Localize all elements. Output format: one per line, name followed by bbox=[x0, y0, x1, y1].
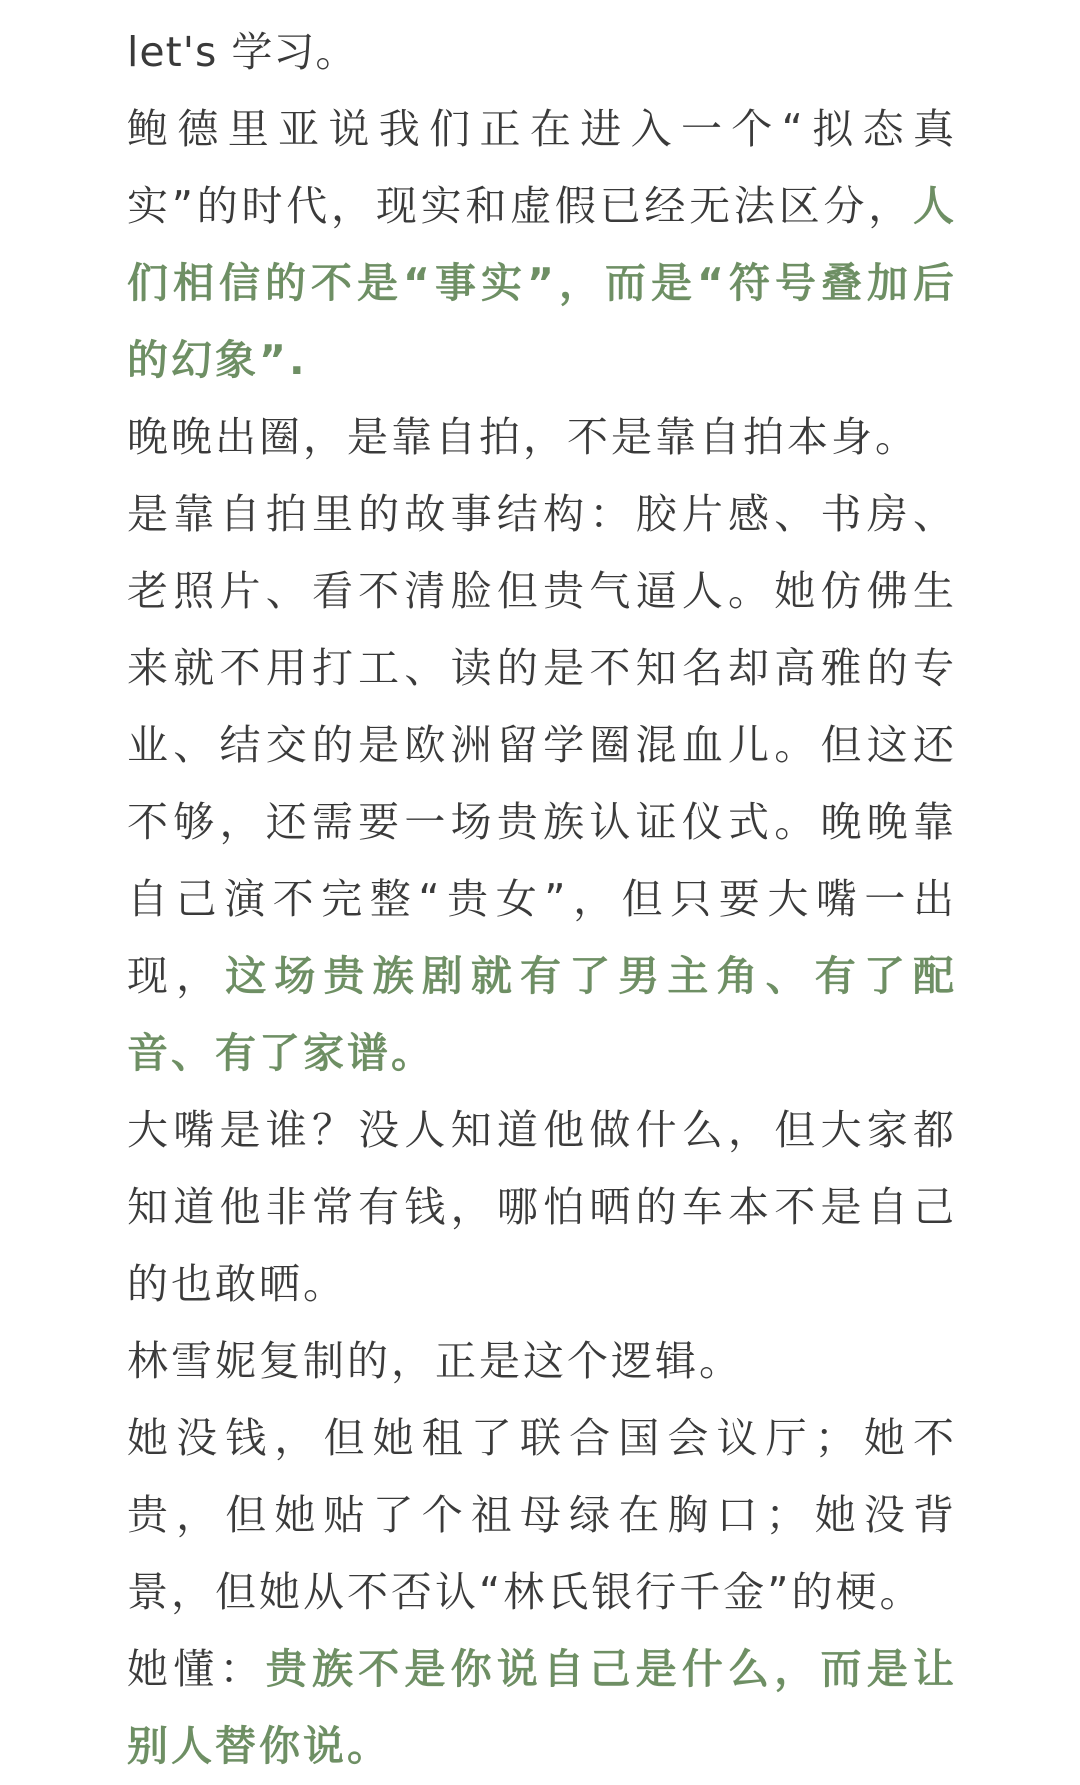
highlight-text: 贵族不是你说自己是什么，而是让别人替你说。 bbox=[127, 1645, 958, 1770]
paragraph-intro bbox=[127, 14, 957, 91]
text-segment: let's 学习。 bbox=[127, 28, 358, 76]
text-segment: 林雪妮复制的，正是这个逻辑。 bbox=[127, 1337, 743, 1385]
paragraph-wanwan-selfie bbox=[127, 399, 957, 476]
paragraph-baudrillard bbox=[127, 91, 957, 399]
text-segment: 她懂： bbox=[127, 1645, 266, 1693]
text-segment: 晚晚出圈，是靠自拍，不是靠自拍本身。 bbox=[127, 413, 919, 461]
text-segment: 她没钱，但她租了联合国会议厅；她不贵，但她贴了个祖母绿在胸口；她没背景，但她从不否认“林氏银行千金”的梗。 bbox=[127, 1414, 957, 1616]
highlight-text: 这场贵族剧就有了男主角、有了配音、有了家谱。 bbox=[127, 952, 957, 1077]
highlight-text: 人们相信的不是“事实”，而是“符号叠加后的幻象”. bbox=[127, 182, 957, 384]
paragraph-lin-logic bbox=[127, 1323, 957, 1400]
paragraph-lin-details bbox=[127, 1400, 957, 1631]
text-segment: 是靠自拍里的故事结构：胶片感、书房、老照片、看不清脸但贵气逼人。她仿佛生来就不用打工、读的是不知名却高雅的专业、结交的是欧洲留学圈混血儿。但这还不够，还需要一场贵族认证仪式。晚晚靠自己演不完整“贵女”，但只要大嘴一出现， bbox=[127, 490, 957, 1000]
text-segment: 鲍德里亚说我们正在进入一个“拟态真实”的时代，现实和虚假已经无法区分， bbox=[127, 105, 957, 230]
text-segment: 大嘴是谁？没人知道他做什么，但大家都知道他非常有钱，哪怕晒的车本不是自己的也敢晒。 bbox=[127, 1106, 957, 1308]
paragraph-story-structure bbox=[127, 476, 957, 1092]
paragraph-dazui bbox=[127, 1092, 957, 1323]
article-body bbox=[127, 14, 957, 1785]
paragraph-conclusion bbox=[127, 1631, 957, 1785]
